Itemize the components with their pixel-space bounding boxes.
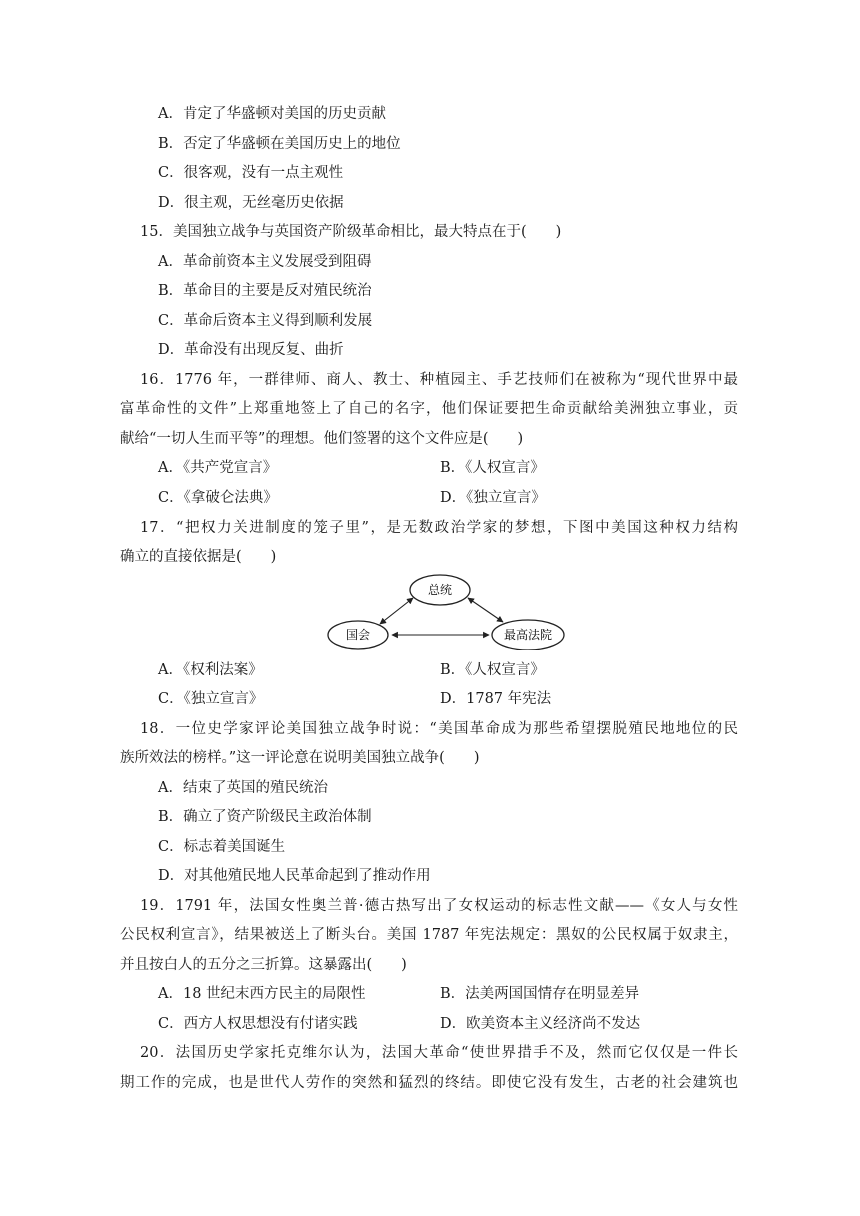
q15-stem: 15．美国独立战争与英国资产阶级革命相比，最大特点在于( ) bbox=[140, 224, 562, 240]
arrow-president-court bbox=[468, 598, 503, 622]
q17-options-row-1 bbox=[158, 660, 738, 680]
q17-options-row-2 bbox=[158, 689, 738, 709]
q16-option-c: C．《拿破仑法典》 bbox=[158, 490, 278, 506]
q15-option-a: A．革命前资本主义发展受到阻碍 bbox=[158, 254, 372, 270]
node-supreme-court-label: 最高法院 bbox=[503, 628, 553, 642]
q19-stem-line-1: 19．1791 年，法国女性奥兰普·德古热写出了女权运动的标志性文献——《女人与女性 bbox=[140, 898, 738, 914]
q18-option-a: A．结束了英国的殖民统治 bbox=[158, 780, 328, 796]
q18-option-c: C．标志着美国诞生 bbox=[158, 839, 286, 855]
q14-option-d: D．很主观，无丝毫历史依据 bbox=[158, 195, 344, 211]
q16-options-row-1 bbox=[158, 458, 738, 478]
q14-option-b: B．否定了华盛顿在美国历史上的地位 bbox=[158, 136, 401, 152]
q19-options-row-1 bbox=[158, 984, 738, 1004]
q16-option-d: D．《独立宣言》 bbox=[440, 490, 546, 506]
q19-option-a: A．18 世纪末西方民主的局限性 bbox=[158, 986, 366, 1002]
q16-stem-line-2: 富革命性的文件”上郑重地签上了自己的名字，他们保证要把生命贡献给美洲独立事业，贡 bbox=[120, 401, 738, 417]
q19-stem-line-2: 公民权利宣言》，结果被送上了断头台。美国 1787 年宪法规定：黑奴的公民权属于奴隶主， bbox=[120, 927, 738, 943]
q18-option-d: D．对其他殖民地人民革命起到了推动作用 bbox=[158, 868, 431, 884]
node-president-label: 总统 bbox=[427, 583, 453, 597]
q19-option-b: B．法美两国国情存在明显差异 bbox=[440, 986, 640, 1002]
q19-options-row-2 bbox=[158, 1014, 738, 1034]
q17-option-a: A．《权利法案》 bbox=[158, 662, 263, 678]
q19-option-d: D．欧美资本主义经济尚不发达 bbox=[440, 1016, 641, 1032]
q16-stem-line-3: 献给“一切人生而平等”的理想。他们签署的这个文件应是( ) bbox=[120, 431, 524, 447]
q14-option-c: C．很客观，没有一点主观性 bbox=[158, 165, 344, 181]
q18-stem-line-1: 18．一位史学家评论美国独立战争时说：“美国革命成为那些希望摆脱殖民地地位的民 bbox=[140, 721, 738, 737]
q14-option-a: A．肯定了华盛顿对美国的历史贡献 bbox=[158, 106, 386, 122]
q15-option-b: B．革命目的主要是反对殖民统治 bbox=[158, 283, 372, 299]
q15-option-c: C．革命后资本主义得到顺利发展 bbox=[158, 313, 373, 329]
power-structure-diagram bbox=[320, 570, 570, 650]
q17-option-d: D．1787 年宪法 bbox=[440, 691, 552, 707]
q17-stem-line-1: 17．“把权力关进制度的笼子里”，是无数政治学家的梦想，下图中美国这种权力结构 bbox=[140, 520, 738, 536]
q17-option-c: C．《独立宣言》 bbox=[158, 691, 264, 707]
q17-option-b: B．《人权宣言》 bbox=[440, 662, 545, 678]
q20-stem-line-1: 20．法国历史学家托克维尔认为，法国大革命“使世界措手不及，然而它仅仅是一件长 bbox=[140, 1045, 738, 1061]
q19-option-c: C．西方人权思想没有付诸实践 bbox=[158, 1016, 358, 1032]
q20-stem-line-2: 期工作的完成，也是世代人劳作的突然和猛烈的终结。即使它没有发生，古老的社会建筑也 bbox=[120, 1075, 738, 1091]
q16-options-row-2 bbox=[158, 488, 738, 508]
q18-option-b: B．确立了资产阶级民主政治体制 bbox=[158, 809, 372, 825]
q16-stem-line-1: 16．1776 年，一群律师、商人、教士、种植园主、手艺技师们在被称为“现代世界中最 bbox=[140, 372, 738, 388]
q16-option-a: A．《共产党宣言》 bbox=[158, 460, 278, 476]
arrow-president-congress bbox=[380, 598, 413, 624]
q18-stem-line-2: 族所效法的榜样。”这一评论意在说明美国独立战争( ) bbox=[120, 750, 480, 766]
node-congress-label: 国会 bbox=[345, 628, 371, 642]
q16-option-b: B．《人权宣言》 bbox=[440, 460, 545, 476]
q15-option-d: D．革命没有出现反复、曲折 bbox=[158, 342, 344, 358]
q17-stem-line-2: 确立的直接依据是( ) bbox=[120, 549, 277, 565]
q19-stem-line-3: 并且按白人的五分之三折算。这暴露出( ) bbox=[120, 957, 407, 973]
